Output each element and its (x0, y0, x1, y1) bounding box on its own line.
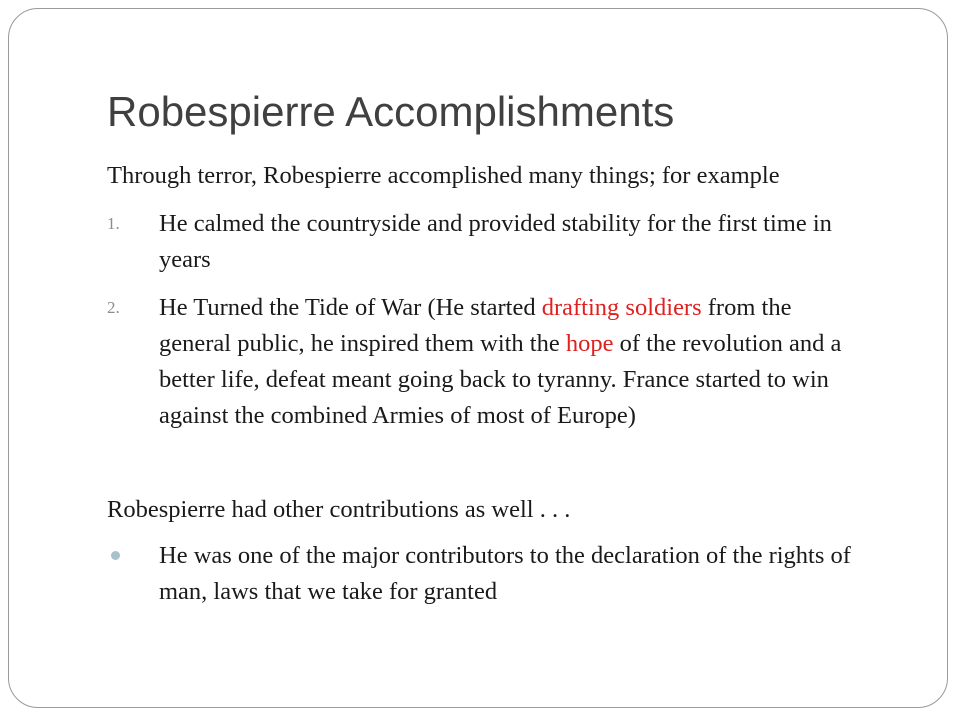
numbered-item-text-part: of the revolution and a better life, defeat meant going back to tyranny. France started to win against the combined Armies of most of Europe) (159, 330, 842, 429)
numbered-item-text-part: He Turned the Tide of War (He started (159, 294, 542, 321)
bullet-dot-icon (111, 551, 120, 560)
numbered-item-text: He calmed the countryside and provided stability for the first time in years (159, 210, 832, 273)
bullet-item-text: He was one of the major contributors to the declaration of the rights of man, laws that we take for granted (159, 542, 851, 605)
numbered-item-marker: 1. (107, 214, 120, 233)
numbered-item-text-part: from the general public, he inspired them with the (159, 294, 792, 357)
slide-title: Robespierre Accomplishments (107, 88, 675, 135)
highlight-hope: hope (565, 330, 614, 357)
highlight-drafting-soldiers: drafting soldiers (541, 294, 702, 321)
followup-paragraph: Robespierre had other contributions as well . . . (107, 496, 571, 523)
numbered-item-marker: 2. (107, 298, 120, 317)
numbered-item-2 (107, 290, 867, 434)
numbered-item-text (159, 290, 867, 434)
numbered-item-1 (107, 206, 867, 278)
bullet-item-1 (107, 538, 867, 610)
intro-paragraph: Through terror, Robespierre accomplished many things; for example (107, 162, 780, 189)
